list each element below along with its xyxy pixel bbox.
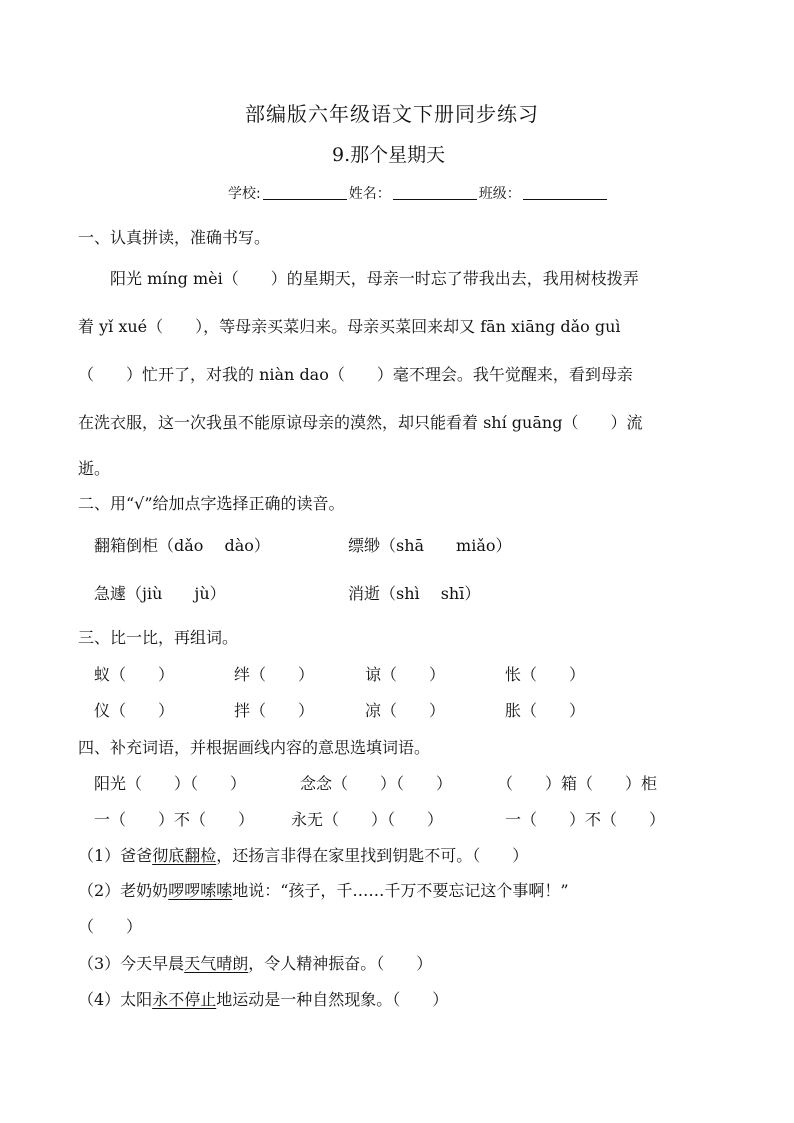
compare-row-2-item-2: 拌（ ） [234,701,315,720]
worksheet-title: 部编版六年级语文下册同步练习 [245,102,539,126]
question-2-prefix: （2）老奶奶 [78,881,169,900]
section4-heading: 四、补充词语，并根据画线内容的意思选填词语。 [78,738,431,757]
compare-row-2-item-4: 胀（ ） [505,701,586,720]
question-2-suffix: 地说：“孩子，千……千万不要忘记这个事啊！” [232,881,569,900]
question-1-underlined: 彻底翻检 [152,846,217,865]
section1-line-1: 阳光 míng mèi（ ）的星期天，母亲一时忘了带我出去，我用树枝拨弄 [110,269,639,288]
pronunciation-item-2: 缥缈（shā miǎo） [348,536,512,555]
compare-row-1-item-2: 绊（ ） [234,665,315,684]
section1-line-4: 在洗衣服，这一次我虽不能原谅母亲的漠然，却只能看着 shí guāng（ ）流 [78,413,643,432]
question-2 [78,878,569,901]
section1-line-2: 着 yǐ xué（ ），等母亲买菜归来。母亲买菜回来却又 fān xiāng dǎo guì [78,317,621,336]
compare-row-1-item-1: 蚁（ ） [94,665,175,684]
name-blank[interactable] [393,198,477,200]
section1-line-3: （ ）忙开了，对我的 niàn dao（ ）毫不理会。我午觉醒来，看到母亲 [78,365,633,384]
pronunciation-item-4: 消逝（shì shī） [348,584,481,603]
idiom-row-2-item-2: 永无（ ）（ ） [291,810,444,829]
compare-row-1-item-3: 谅（ ） [365,665,446,684]
idiom-row-1-item-3: （ ）箱（ ）柜 [497,774,658,793]
class-label: 班级： [478,186,521,202]
compare-row-1-item-4: 怅（ ） [505,665,586,684]
question-4-underlined: 永不停止 [152,990,217,1009]
question-2-answer-blank: （ ） [78,917,143,936]
lesson-title: 9.那个星期天 [332,144,446,166]
section1-heading: 一、认真拼读，准确书写。 [78,228,271,247]
question-4-suffix: 地运动是一种自然现象。（ ） [216,990,449,1009]
name-label: 姓名： [348,186,391,202]
class-blank[interactable] [523,198,607,200]
section1-line-5: 逝。 [78,459,111,478]
idiom-row-1-item-2: 念念（ ）（ ） [300,774,453,793]
question-2-underlined: 啰啰嗦嗦 [168,881,233,900]
compare-row-2-item-3: 凉（ ） [365,701,446,720]
section3-heading: 三、比一比，再组词。 [78,628,239,647]
question-4 [78,987,448,1010]
question-1-suffix: ，还扬言非得在家里找到钥匙不可。（ ） [216,846,529,865]
school-label: 学校: [228,186,261,202]
idiom-row-1-item-1: 阳光（ ）（ ） [94,774,247,793]
question-3-underlined: 天气晴朗 [184,954,249,973]
idiom-row-2-item-3: 一（ ）不（ ） [505,810,666,829]
question-3-prefix: （3）今天早晨 [78,954,185,973]
question-3-suffix: ，令人精神振奋。（ ） [248,954,433,973]
pronunciation-item-3: 急遽（jiù jù） [94,584,226,603]
question-1 [78,843,528,866]
section2-heading: 二、用“√”给加点字选择正确的读音。 [78,494,345,513]
question-3 [78,951,432,974]
pronunciation-item-1: 翻箱倒柜（dǎo dào） [94,536,270,555]
school-blank[interactable] [263,198,347,200]
compare-row-2-item-1: 仪（ ） [94,701,175,720]
student-info-fields [228,183,609,203]
question-1-prefix: （1）爸爸 [78,846,153,865]
question-4-prefix: （4）太阳 [78,990,153,1009]
idiom-row-2-item-1: 一（ ）不（ ） [94,810,255,829]
